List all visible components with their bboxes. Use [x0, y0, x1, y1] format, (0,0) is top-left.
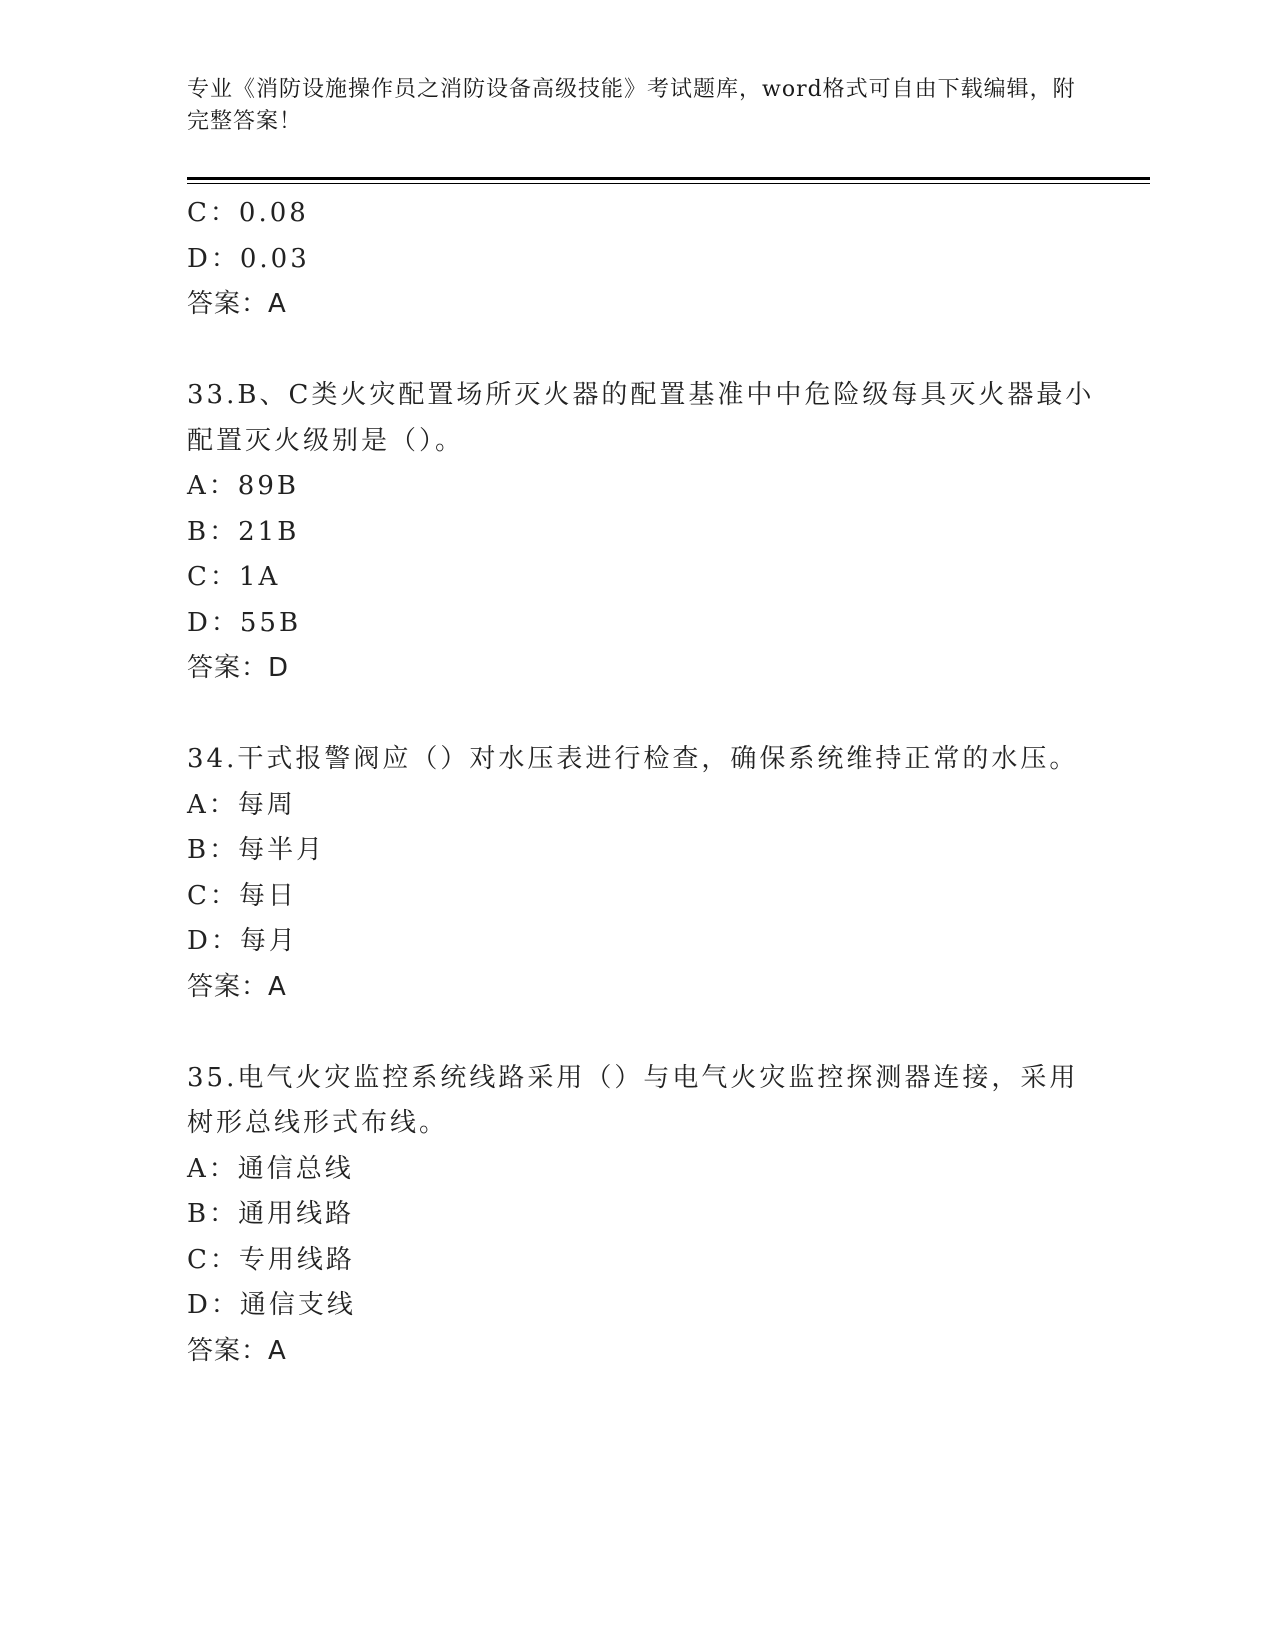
option-text: 通信总线 [237, 1153, 354, 1184]
option-label: C： [187, 1244, 239, 1275]
answer-line: 答案：A [187, 1335, 287, 1366]
option-a [187, 783, 1107, 829]
spacer [187, 692, 1107, 738]
option-b [187, 828, 1107, 874]
option-label: A： [187, 471, 238, 501]
question-text: 35.电气火灾监控系统线路采用（）与电气火灾监控探测器连接，采用 [187, 1062, 1079, 1093]
option-b [187, 1192, 1107, 1238]
option-label: C： [187, 880, 239, 911]
question-35 [187, 1056, 1107, 1375]
answer-line: 答案：A [187, 289, 287, 319]
question-34 [187, 737, 1107, 1010]
option-text: 1A [238, 562, 281, 592]
option-label: B： [187, 835, 239, 865]
option-label: A： [187, 789, 238, 820]
option-label: B： [187, 516, 239, 547]
option-text: 专用线路 [238, 1244, 355, 1275]
option-label: D： [187, 1290, 240, 1320]
option-c [187, 1238, 1107, 1284]
option-label: D： [187, 926, 240, 956]
option-d [187, 1283, 1107, 1329]
option-label: D： [187, 243, 240, 274]
question-text: 34.干式报警阀应（）对水压表进行检查，确保系统维持正常的水压。 [187, 744, 1079, 774]
option-text: 0.03 [239, 243, 310, 274]
option-text: 0.08 [238, 198, 309, 228]
question-text-continued: 配置灭火级别是（）。 [187, 425, 465, 456]
answer-line: 答案：D [187, 653, 290, 683]
question-text-continued: 树形总线形式布线。 [187, 1108, 449, 1138]
question-text: 33.B、C类火灾配置场所灭火器的配置基准中中危险级每具灭火器最小 [187, 380, 1095, 410]
option-text: 每周 [237, 789, 296, 820]
option-text: 每半月 [238, 835, 326, 865]
option-b [187, 510, 1107, 556]
option-label: C： [187, 562, 239, 592]
option-text: 21B [238, 516, 300, 547]
option-label: B： [187, 1199, 239, 1229]
option-text: 通用线路 [238, 1199, 355, 1229]
option-text: 每日 [238, 880, 297, 911]
option-c [187, 874, 1107, 920]
spacer [187, 1010, 1107, 1056]
option-label: C： [187, 198, 239, 228]
option-a [187, 1147, 1107, 1193]
option-c [187, 555, 1107, 601]
option-text: 通信支线 [239, 1290, 356, 1320]
option-text: 每月 [239, 926, 298, 956]
option-text: 89B [237, 471, 299, 501]
header-divider-thin [187, 183, 1150, 184]
option-d [187, 237, 1107, 283]
document-header: 专业《消防设施操作员之消防设备高级技能》考试题库，word格式可自由下载编辑，附完整答案！ [187, 77, 1076, 134]
option-a [187, 464, 1107, 510]
option-d [187, 601, 1107, 647]
option-text: 55B [239, 607, 302, 638]
question-33 [187, 373, 1107, 692]
option-d [187, 919, 1107, 965]
spacer [187, 328, 1107, 374]
answer-line: 答案：A [187, 971, 287, 1002]
header-divider-thick [187, 177, 1150, 180]
option-label: D： [187, 607, 240, 638]
option-label: A： [187, 1153, 238, 1184]
question-list [187, 191, 1107, 1374]
prev-question-block [187, 191, 1107, 328]
option-c [187, 191, 1107, 237]
